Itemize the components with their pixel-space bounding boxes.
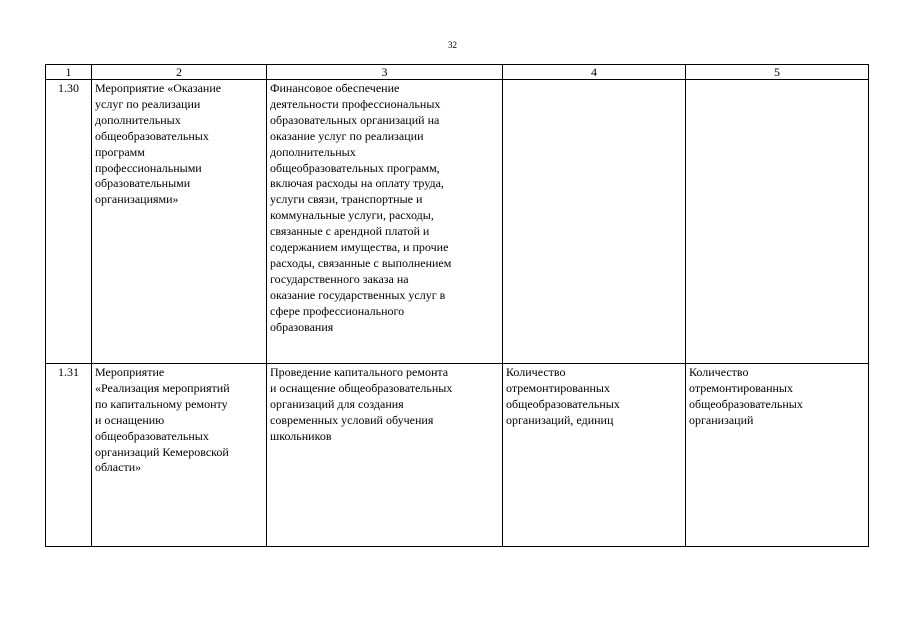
event-name-cell — [92, 80, 267, 364]
event-description-cell — [267, 80, 503, 364]
measure-cell — [686, 80, 869, 364]
measure-cell — [686, 364, 869, 547]
indicator-cell — [503, 80, 686, 364]
row-number: 1.30 — [58, 81, 79, 95]
page-number: 32 — [448, 40, 457, 50]
row-number-cell — [46, 364, 92, 547]
column-header-2: 2 — [92, 65, 267, 80]
column-header-1: 1 — [46, 65, 92, 80]
table-row — [46, 364, 869, 547]
event-description: Проведение капитального ремонта и оснащение общеобразовательных организаций для создания современных условий обучения школьников — [270, 365, 453, 443]
program-events-table — [45, 64, 869, 547]
column-header-3: 3 — [267, 65, 503, 80]
column-header-4: 4 — [503, 65, 686, 80]
event-name: Мероприятие «Оказание услуг по реализации дополнительных общеобразовательных программ профессиональными образовательными организациями» — [95, 81, 222, 207]
row-number-cell — [46, 80, 92, 364]
table-row — [46, 80, 869, 364]
event-description-cell — [267, 364, 503, 547]
indicator-cell — [503, 364, 686, 547]
column-header-5: 5 — [686, 65, 869, 80]
event-description: Финансовое обеспечение деятельности профессиональных образовательных организаций на оказание услуг по реализации дополнительных общеобразовательных программ, включая расходы на оплату труда, услуги связи, транспортные и коммунальные услуги, расходы, связанные с арендной платой и содержанием имущества, и прочие расходы, связанные с выполнением государственного заказа на оказание государственных услуг в сфере профессионального образования — [270, 81, 452, 334]
indicator-text: Количество отремонтированных общеобразовательных организаций, единиц — [506, 365, 620, 427]
measure-text: Количество отремонтированных общеобразовательных организаций — [689, 365, 803, 427]
event-name: Мероприятие «Реализация мероприятий по капитальному ремонту и оснащению общеобразовательных организаций Кемеровской области» — [95, 365, 230, 475]
event-name-cell — [92, 364, 267, 547]
table-header-row — [46, 65, 869, 80]
row-number: 1.31 — [58, 365, 79, 379]
